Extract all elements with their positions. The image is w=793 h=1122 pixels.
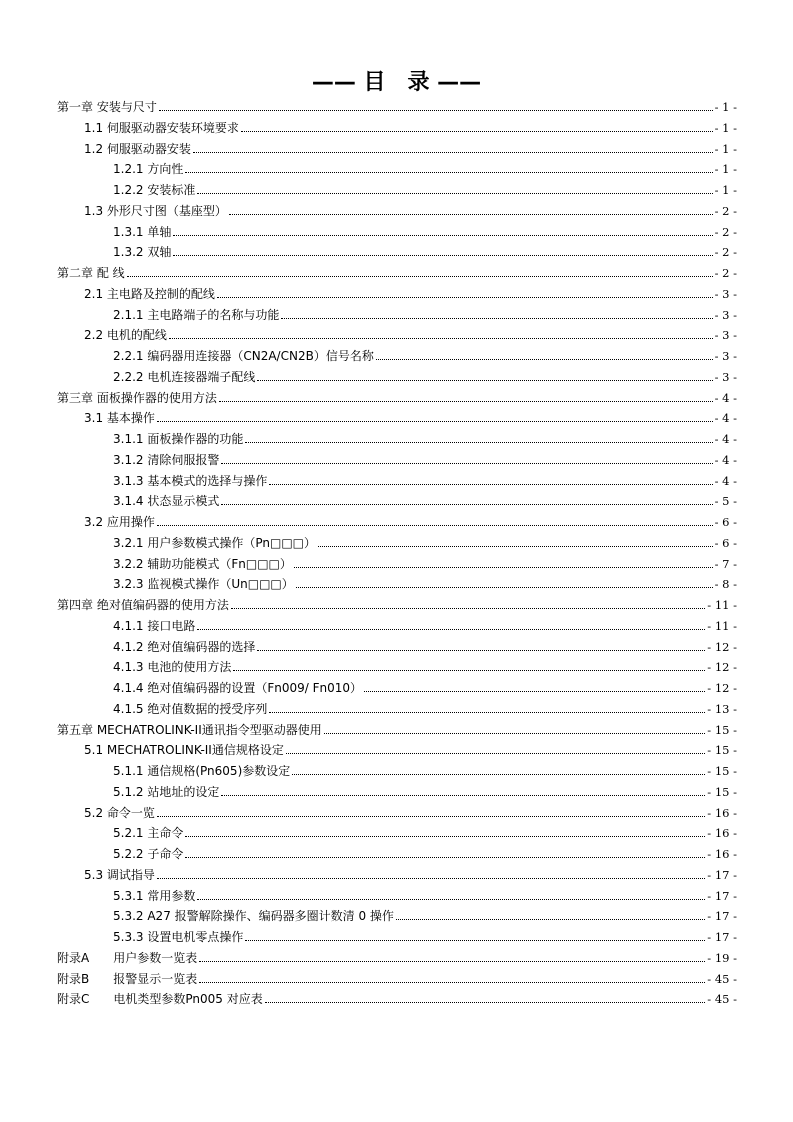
- toc-entry-label: 1.2 伺服驱动器安装: [84, 141, 191, 156]
- toc-entry-label: 第二章 配 线: [57, 266, 125, 280]
- toc-entry-label: 4.1.4 绝对值编码器的设置（Fn009/ Fn010）: [113, 681, 363, 695]
- toc-entry[interactable]: [57, 720, 737, 741]
- toc-entry[interactable]: [57, 844, 737, 865]
- toc-entry-label: 3.2.3 监视模式操作（Un□□□）: [113, 577, 294, 592]
- toc-entry-page-number: - 15 -: [707, 784, 737, 799]
- toc-entry[interactable]: [57, 637, 737, 658]
- toc-entry[interactable]: [57, 388, 737, 409]
- dot-leader: [157, 815, 705, 817]
- toc-entry-label: 2.2.2 电机连接器端子配线: [113, 369, 256, 384]
- toc-entry-page-number: - 15 -: [707, 764, 737, 778]
- toc-entry[interactable]: [57, 367, 737, 388]
- dot-leader: [257, 379, 712, 381]
- dot-leader: [127, 275, 713, 277]
- toc-entry-page-number: - 7 -: [714, 556, 737, 571]
- toc-entry-label: 4.1.2 绝对值编码器的选择: [113, 639, 256, 654]
- toc-entry[interactable]: [57, 657, 737, 678]
- toc-entry-page-number: - 1 -: [714, 183, 737, 197]
- toc-entry-label: 5.2 命令一览: [84, 805, 155, 820]
- toc-entry-label: 3.1.2 清除伺服报警: [113, 452, 220, 467]
- toc-entry-page-number: - 1 -: [714, 120, 737, 135]
- toc-entry-page-number: - 17 -: [707, 867, 737, 882]
- toc-entry[interactable]: [57, 574, 737, 595]
- toc-entry[interactable]: [57, 616, 737, 637]
- dot-leader: [245, 441, 712, 443]
- toc-entry-label: 3.2.2 辅助功能模式（Fn□□□）: [113, 556, 292, 571]
- toc-entry-page-number: - 6 -: [714, 515, 737, 529]
- toc-entry-label: 5.1 MECHATROLINK-II通信规格设定: [84, 743, 284, 758]
- toc-entry-page-number: - 11 -: [707, 598, 737, 612]
- dot-leader: [217, 296, 713, 298]
- toc-entry-page-number: - 12 -: [707, 660, 737, 675]
- toc-entry-page-number: - 45 -: [707, 992, 737, 1007]
- toc-entry-page-number: - 8 -: [714, 577, 737, 592]
- toc-entry-page-number: - 4 -: [714, 473, 737, 488]
- toc-entry[interactable]: [57, 803, 737, 824]
- dot-leader: [364, 690, 705, 692]
- toc-entry[interactable]: [57, 678, 737, 699]
- toc-entry[interactable]: [57, 242, 737, 263]
- dot-leader: [269, 483, 712, 485]
- dot-leader: [199, 960, 705, 962]
- dot-leader: [169, 337, 713, 339]
- toc-entry[interactable]: [57, 782, 737, 803]
- toc-entry-page-number: - 16 -: [707, 826, 737, 841]
- toc-entry[interactable]: [57, 180, 737, 201]
- toc-entry-label: 5.3 调试指导: [84, 867, 155, 882]
- dot-leader: [324, 732, 706, 734]
- dot-leader: [219, 400, 713, 402]
- dot-leader: [221, 794, 705, 796]
- toc-entry-page-number: - 17 -: [707, 930, 737, 944]
- dot-leader: [281, 317, 712, 319]
- dot-leader: [376, 358, 713, 360]
- toc-entry-label: 1.3.2 双轴: [113, 245, 172, 260]
- toc-entry-label: 1.3 外形尺寸图（基座型）: [84, 203, 227, 218]
- toc-entry-label: 附录C 电机类型参数Pn005 对应表: [57, 992, 263, 1007]
- toc-entry[interactable]: [57, 491, 737, 512]
- toc-entry-page-number: - 1 -: [714, 100, 737, 114]
- table-of-contents: [57, 97, 737, 1010]
- toc-entry[interactable]: [57, 595, 737, 616]
- toc-entry-page-number: - 15 -: [707, 743, 737, 758]
- toc-entry[interactable]: [57, 263, 737, 284]
- toc-entry-page-number: - 4 -: [714, 432, 737, 446]
- toc-entry-page-number: - 16 -: [707, 847, 737, 861]
- toc-entry-page-number: - 19 -: [707, 950, 737, 965]
- toc-entry[interactable]: [57, 159, 737, 180]
- toc-entry[interactable]: [57, 201, 737, 222]
- toc-entry[interactable]: [57, 761, 737, 782]
- toc-entry[interactable]: [57, 989, 737, 1010]
- toc-entry[interactable]: [57, 969, 737, 990]
- toc-entry-page-number: - 1 -: [714, 162, 737, 177]
- toc-entry[interactable]: [57, 97, 737, 118]
- toc-entry-page-number: - 5 -: [714, 494, 737, 509]
- toc-entry[interactable]: [57, 865, 737, 886]
- toc-entry[interactable]: [57, 139, 737, 160]
- toc-entry-page-number: - 2 -: [714, 203, 737, 218]
- toc-entry-page-number: - 3 -: [714, 286, 737, 301]
- toc-entry-page-number: - 12 -: [707, 639, 737, 654]
- dot-leader: [318, 545, 713, 547]
- toc-entry[interactable]: [57, 533, 737, 554]
- toc-entry-label: 5.2.1 主命令: [113, 826, 184, 841]
- dot-leader: [286, 752, 705, 754]
- dot-leader: [221, 503, 712, 505]
- toc-entry[interactable]: [57, 906, 737, 927]
- toc-entry-label: 2.1.1 主电路端子的名称与功能: [113, 307, 280, 322]
- dot-leader: [157, 420, 713, 422]
- toc-entry-label: 5.1.2 站地址的设定: [113, 784, 220, 799]
- toc-entry-label: 5.1.1 通信规格(Pn605)参数设定: [113, 764, 291, 778]
- toc-entry-label: 1.2.2 安装标准: [113, 183, 196, 197]
- toc-entry-label: 3.1.4 状态显示模式: [113, 494, 220, 509]
- toc-entry-page-number: - 3 -: [714, 369, 737, 384]
- dot-leader: [173, 254, 712, 256]
- dot-leader: [221, 462, 712, 464]
- toc-entry[interactable]: [57, 118, 737, 139]
- dot-leader: [231, 607, 705, 609]
- toc-entry-label: 1.3.1 单轴: [113, 224, 172, 239]
- toc-entry-page-number: - 16 -: [707, 805, 737, 820]
- toc-entry-label: 4.1.1 接口电路: [113, 618, 196, 633]
- toc-entry[interactable]: [57, 429, 737, 450]
- toc-entry[interactable]: [57, 512, 737, 533]
- toc-entry[interactable]: [57, 305, 737, 326]
- toc-entry[interactable]: [57, 823, 737, 844]
- toc-entry-page-number: - 2 -: [714, 224, 737, 239]
- dot-leader: [296, 586, 713, 588]
- toc-entry-page-number: - 4 -: [714, 390, 737, 405]
- toc-entry[interactable]: [57, 325, 737, 346]
- toc-entry-page-number: - 15 -: [707, 722, 737, 737]
- toc-entry-label: 1.1 伺服驱动器安装环境要求: [84, 120, 239, 135]
- dot-leader: [159, 109, 713, 111]
- toc-entry-label: 3.1.1 面板操作器的功能: [113, 432, 244, 446]
- dot-leader: [233, 669, 705, 671]
- toc-entry-page-number: - 45 -: [707, 971, 737, 986]
- toc-entry-page-number: - 17 -: [707, 909, 737, 924]
- dot-leader: [229, 213, 713, 215]
- dot-leader: [185, 171, 712, 173]
- dot-leader: [241, 130, 713, 132]
- toc-entry-label: 第三章 面板操作器的使用方法: [57, 390, 217, 405]
- toc-entry[interactable]: [57, 471, 737, 492]
- dot-leader: [197, 628, 705, 630]
- toc-entry-page-number: - 1 -: [714, 141, 737, 156]
- toc-entry-label: 5.2.2 子命令: [113, 847, 184, 861]
- toc-entry-label: 附录A 用户参数一览表: [57, 950, 198, 965]
- dot-leader: [197, 898, 705, 900]
- toc-entry-label: 2.2 电机的配线: [84, 328, 167, 343]
- toc-entry-label: 2.2.1 编码器用连接器（CN2A/CN2B）信号名称: [113, 349, 374, 363]
- dot-leader: [193, 151, 713, 153]
- dot-leader: [199, 981, 705, 983]
- toc-entry-page-number: - 6 -: [714, 535, 737, 550]
- page-title: —— 目 录 ——: [311, 70, 482, 95]
- toc-entry[interactable]: [57, 927, 737, 948]
- toc-entry-label: 2.1 主电路及控制的配线: [84, 286, 215, 301]
- toc-entry-page-number: - 3 -: [714, 328, 737, 343]
- toc-entry-label: 3.2 应用操作: [84, 515, 155, 529]
- toc-entry[interactable]: [57, 554, 737, 575]
- toc-entry[interactable]: [57, 346, 737, 367]
- dot-leader: [245, 939, 705, 941]
- toc-entry-page-number: - 11 -: [707, 618, 737, 633]
- toc-entry-page-number: - 13 -: [707, 701, 737, 716]
- toc-entry-label: 5.3.2 A27 报警解除操作、编码器多圈计数清 0 操作: [113, 909, 394, 924]
- toc-entry-page-number: - 17 -: [707, 888, 737, 903]
- toc-entry-page-number: - 4 -: [714, 452, 737, 467]
- toc-entry-page-number: - 4 -: [714, 411, 737, 426]
- dot-leader: [257, 649, 705, 651]
- dot-leader: [157, 877, 705, 879]
- toc-entry-label: 3.2.1 用户参数模式操作（Pn□□□）: [113, 535, 316, 550]
- toc-entry-label: 第一章 安装与尺寸: [57, 100, 157, 114]
- toc-entry-page-number: - 2 -: [714, 245, 737, 260]
- toc-entry-label: 第四章 绝对值编码器的使用方法: [57, 598, 229, 612]
- toc-entry-label: 附录B 报警显示一览表: [57, 971, 198, 986]
- toc-entry[interactable]: [57, 886, 737, 907]
- toc-entry-label: 5.3.3 设置电机零点操作: [113, 930, 244, 944]
- toc-entry-page-number: - 3 -: [714, 349, 737, 363]
- toc-entry-page-number: - 2 -: [714, 266, 737, 280]
- toc-entry-page-number: - 12 -: [707, 681, 737, 695]
- toc-entry-label: 1.2.1 方向性: [113, 162, 184, 177]
- dot-leader: [197, 192, 712, 194]
- toc-entry[interactable]: [57, 740, 737, 761]
- dot-leader: [265, 1001, 706, 1003]
- toc-entry[interactable]: [57, 450, 737, 471]
- toc-entry-label: 4.1.3 电池的使用方法: [113, 660, 232, 675]
- toc-entry-label: 4.1.5 绝对值数据的授受序列: [113, 701, 268, 716]
- dot-leader: [396, 918, 705, 920]
- toc-entry-label: 5.3.1 常用参数: [113, 888, 196, 903]
- dot-leader: [292, 773, 705, 775]
- dot-leader: [269, 711, 705, 713]
- toc-entry-page-number: - 3 -: [714, 307, 737, 322]
- toc-entry[interactable]: [57, 222, 737, 243]
- toc-entry-label: 3.1 基本操作: [84, 411, 155, 426]
- toc-entry[interactable]: [57, 948, 737, 969]
- dot-leader: [185, 835, 705, 837]
- toc-entry[interactable]: [57, 284, 737, 305]
- toc-entry[interactable]: [57, 408, 737, 429]
- toc-entry-label: 3.1.3 基本模式的选择与操作: [113, 473, 268, 488]
- dot-leader: [294, 566, 713, 568]
- dot-leader: [185, 856, 705, 858]
- toc-entry[interactable]: [57, 699, 737, 720]
- dot-leader: [173, 234, 712, 236]
- toc-entry-label: 第五章 MECHATROLINK-II通讯指令型驱动器使用: [57, 722, 322, 737]
- dot-leader: [157, 524, 713, 526]
